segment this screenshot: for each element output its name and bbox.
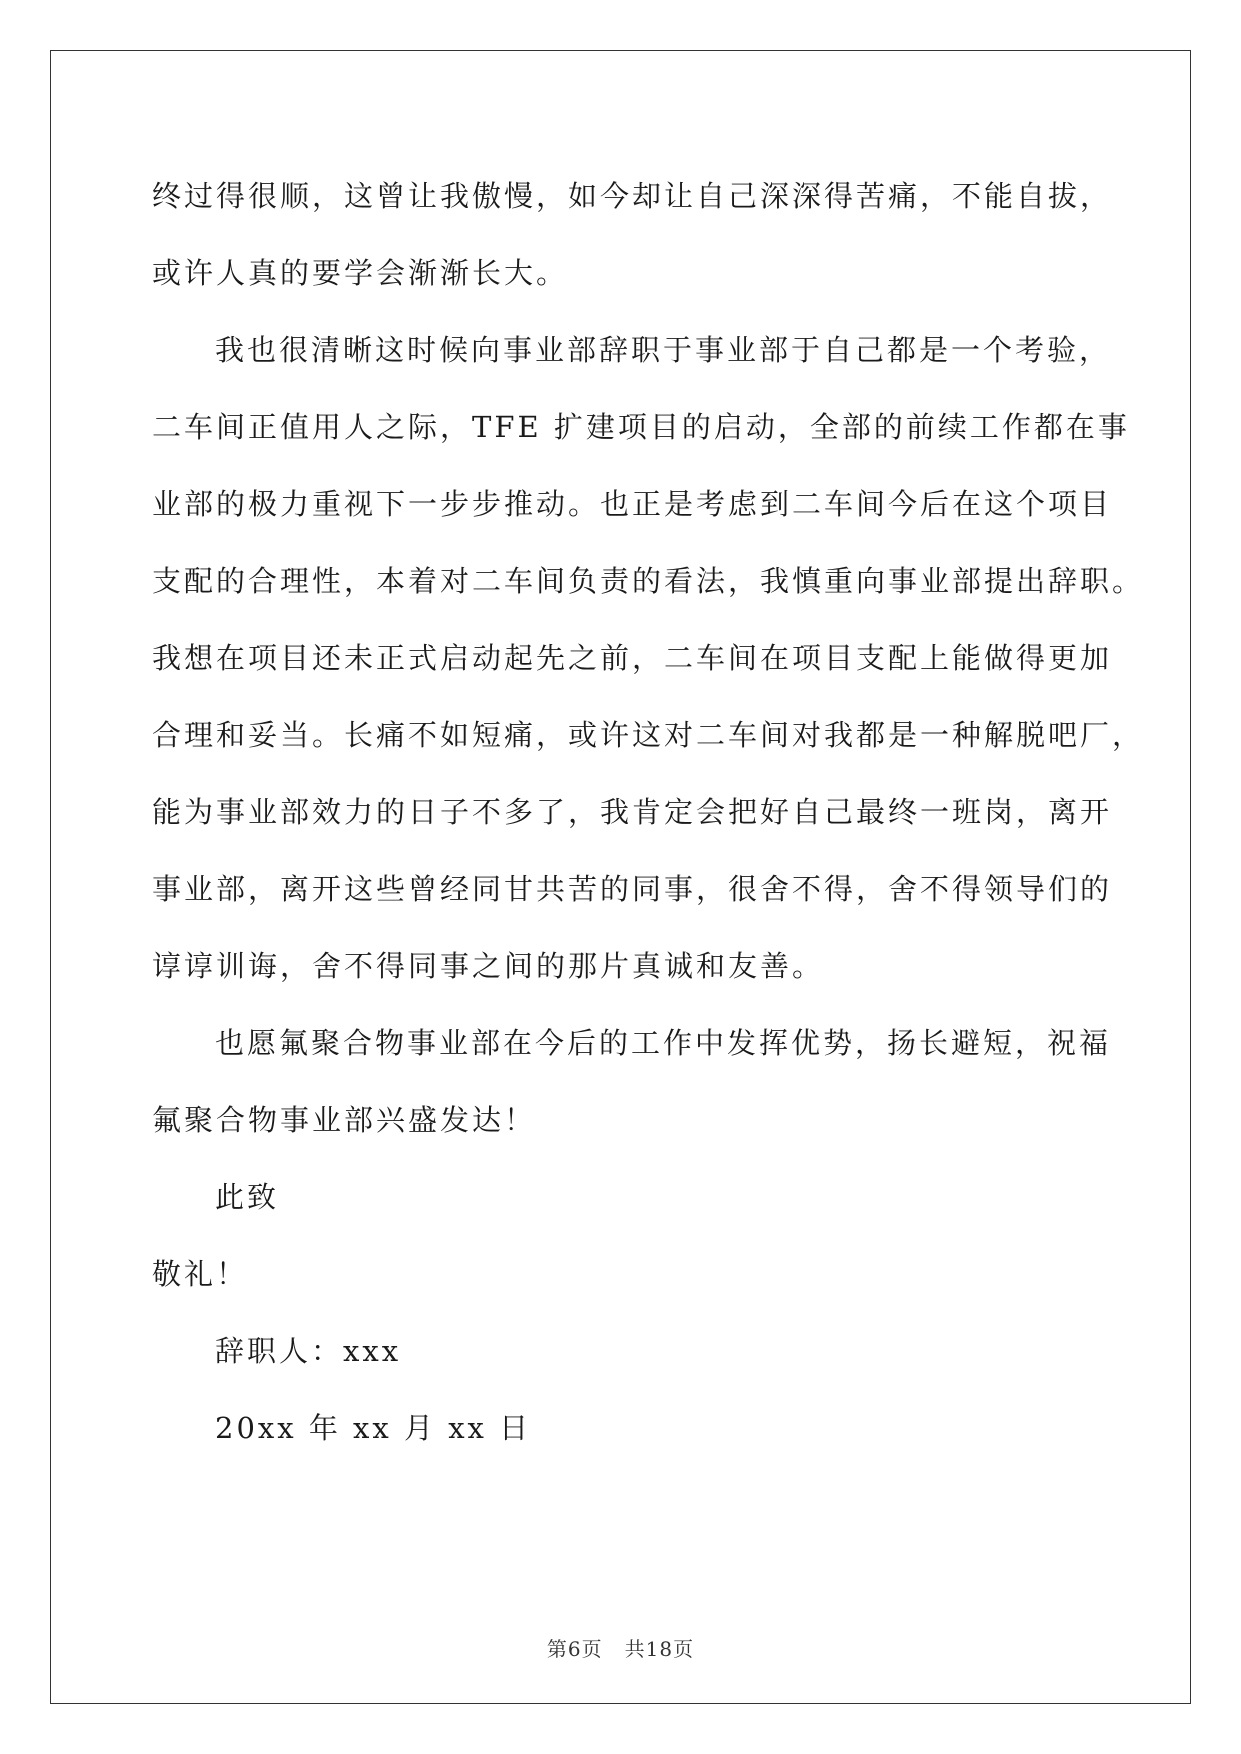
text-line: 或许人真的要学会渐渐长大。 bbox=[152, 256, 569, 290]
text-line: 事业部，离开这些曾经同甘共苦的同事，很舍不得，舍不得领导们的 bbox=[152, 872, 1113, 906]
page-footer bbox=[0, 1633, 1241, 1662]
text-line: 支配的合理性，本着对二车间负责的看法，我慎重向事业部提出辞职。 bbox=[152, 564, 1145, 598]
text-line: 谆谆训诲，舍不得同事之间的那片真诚和友善。 bbox=[152, 949, 825, 983]
text-line: 我想在项目还未正式启动起先之前，二车间在项目支配上能做得更加 bbox=[152, 641, 1113, 675]
closing-salutation: 此致 bbox=[215, 1180, 280, 1214]
page-total: 共18页 bbox=[624, 1637, 695, 1661]
text-line: 业部的极力重视下一步步推动。也正是考虑到二车间今后在这个项目 bbox=[152, 487, 1113, 521]
text-line: 合理和妥当。长痛不如短痛，或许这对二车间对我都是一种解脱吧厂， bbox=[152, 718, 1145, 752]
text-line: 终过得很顺，这曾让我傲慢，如今却让自己深深得苦痛，不能自拔， bbox=[152, 179, 1113, 213]
signature-line: 辞职人：xxx bbox=[215, 1334, 402, 1368]
page-number: 第6页 bbox=[546, 1637, 603, 1661]
text-line: 氟聚合物事业部兴盛发达！ bbox=[152, 1103, 537, 1137]
text-line: 也愿氟聚合物事业部在今后的工作中发挥优势，扬长避短，祝福 bbox=[215, 1026, 1112, 1060]
text-line: 我也很清晰这时候向事业部辞职于事业部于自己都是一个考验， bbox=[215, 333, 1112, 367]
date-line: 20xx 年 xx 月 xx 日 bbox=[215, 1411, 532, 1445]
closing-regards: 敬礼！ bbox=[152, 1257, 249, 1291]
text-line: 能为事业部效力的日子不多了，我肯定会把好自己最终一班岗，离开 bbox=[152, 795, 1113, 829]
letter-body bbox=[152, 158, 1145, 1467]
text-line: 二车间正值用人之际，TFE 扩建项目的启动，全部的前续工作都在事 bbox=[152, 410, 1130, 444]
